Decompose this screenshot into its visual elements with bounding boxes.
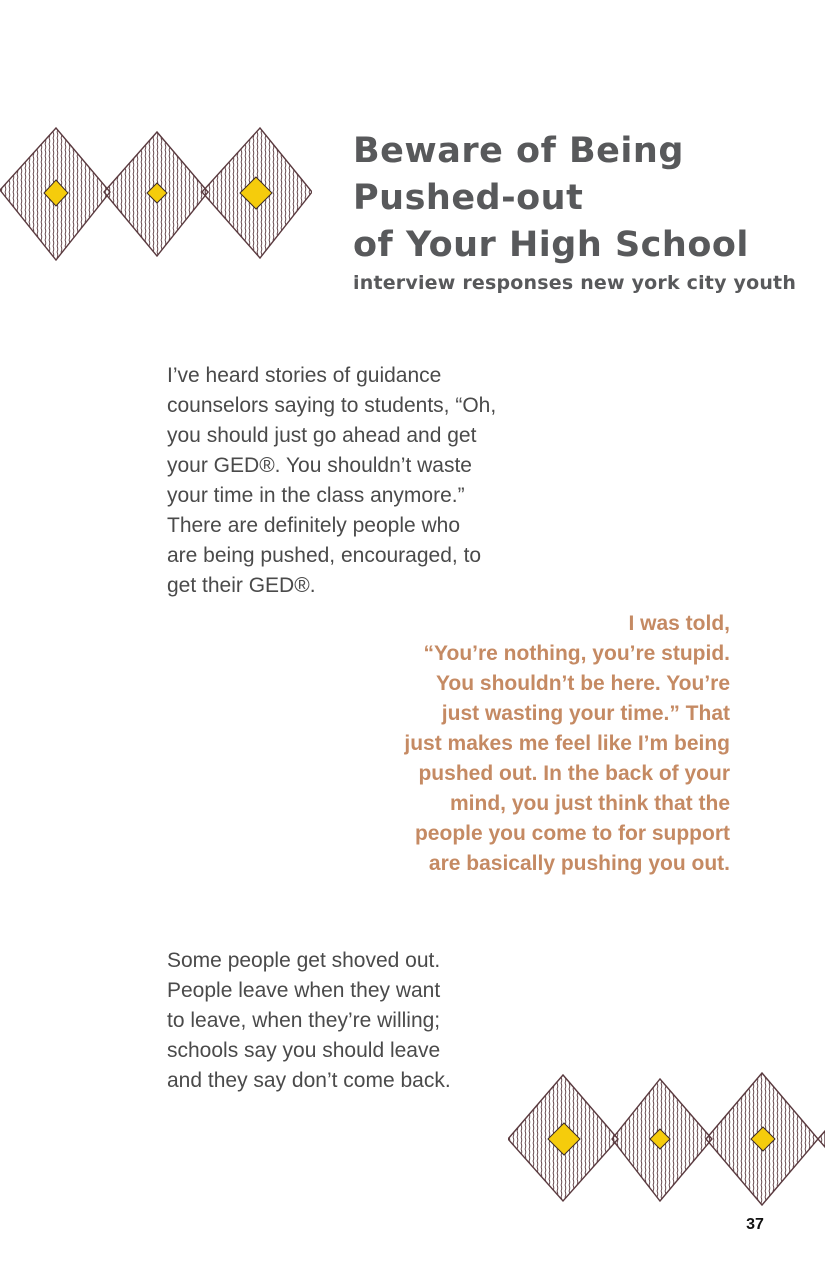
quote-line: I was told, xyxy=(628,612,730,635)
quote-line: “You’re nothing, you’re stupid. xyxy=(423,642,730,665)
subtitle: interview responses new york city youth xyxy=(353,272,797,294)
quote-line: pushed out. In the back of your xyxy=(418,762,730,785)
quote-line: People leave when they want xyxy=(167,979,441,1002)
quote-line: Some people get shoved out. xyxy=(167,949,441,972)
page-number: 37 xyxy=(746,1216,764,1233)
quote-line: You shouldn’t be here. You’re xyxy=(435,672,730,695)
diamond-ornament-top xyxy=(0,120,312,270)
quote-line: are being pushed, encouraged, to xyxy=(167,544,482,567)
quote-line: just wasting your time.” That xyxy=(441,702,730,725)
page-title-line-2: Pushed-out xyxy=(353,178,584,218)
hatched-diamond-icon xyxy=(0,120,312,270)
diamond-ornament-bottom xyxy=(508,1065,825,1215)
quote-line: mind, you just think that the xyxy=(450,792,730,815)
quote-line: schools say you should leave xyxy=(167,1039,441,1062)
quote-line: your GED®. You shouldn’t waste xyxy=(167,454,472,477)
quote-line: There are definitely people who xyxy=(167,514,461,537)
quote-line: your time in the class anymore.” xyxy=(167,484,465,507)
quote-line: I’ve heard stories of guidance xyxy=(167,364,442,387)
quote-line: get their GED®. xyxy=(167,574,316,597)
quote-i-was-told xyxy=(310,609,730,879)
quote-line: and they say don’t come back. xyxy=(167,1069,451,1092)
quote-line: are basically pushing you out. xyxy=(428,852,730,875)
page-title-line-1: Beware of Being xyxy=(353,131,684,171)
quote-line: to leave, when they’re willing; xyxy=(167,1009,441,1032)
quote-line: counselors saying to students, “Oh, xyxy=(167,394,497,417)
quote-guidance-counselors xyxy=(167,361,547,601)
quote-shoved-out xyxy=(167,946,507,1096)
title-block xyxy=(353,128,803,295)
quote-line: just makes me feel like I’m being xyxy=(404,732,730,755)
quote-line: you should just go ahead and get xyxy=(167,424,477,447)
hatched-diamond-icon xyxy=(508,1065,825,1215)
quote-line: people you come to for support xyxy=(414,822,730,845)
page-title-line-3: of Your High School xyxy=(353,225,749,265)
